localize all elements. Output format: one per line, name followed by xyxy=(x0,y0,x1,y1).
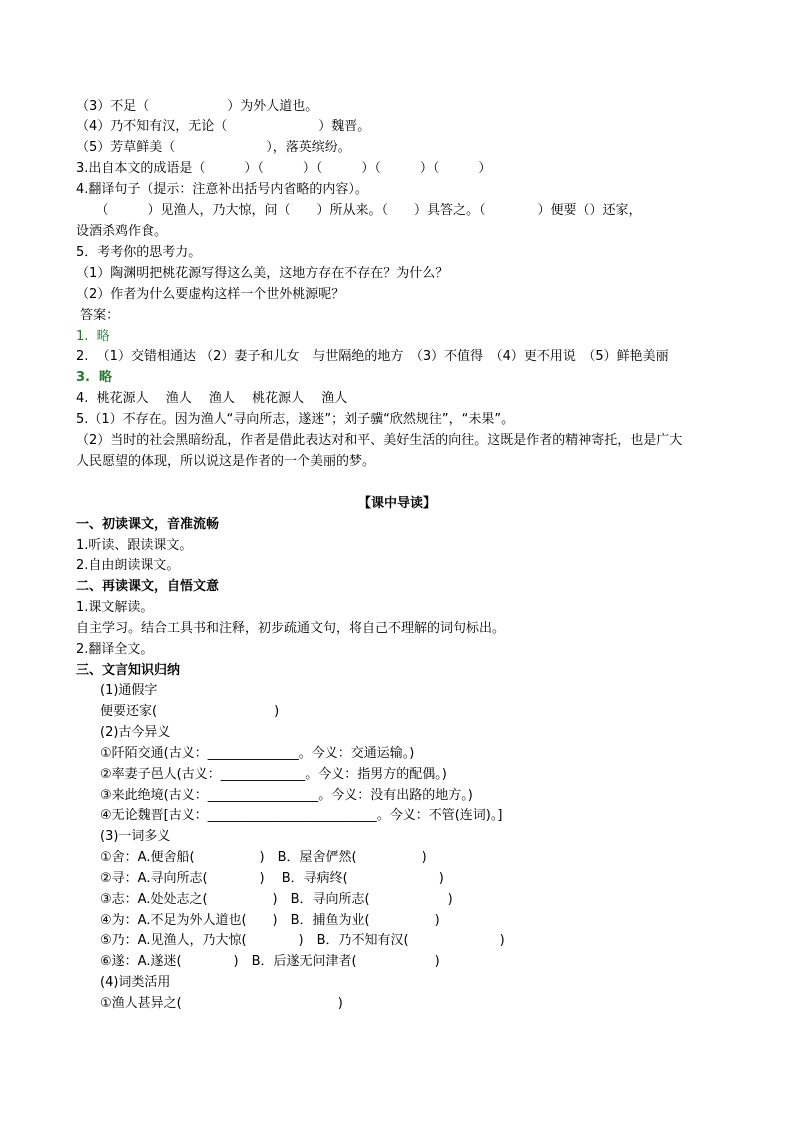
text-line: (2)古今异义 xyxy=(100,725,171,740)
text-line: (3)一词多义 xyxy=(100,829,171,844)
text-line: (1)通假字 xyxy=(100,683,158,698)
text-line: （1）陶渊明把桃花源写得这么美，这地方存在不存在？为什么？ xyxy=(76,266,449,281)
text-line: ⑤乃：A.见渔人，乃大惊( ) B．乃不知有汉( ) xyxy=(100,933,505,948)
text-line: 1. 略 xyxy=(76,329,110,344)
text-line: 3.出自本文的成语是（ ）（ ）（ ）（ ）（ ） xyxy=(76,161,492,176)
text-line: ②率妻子邑人(古义：_____________。今义：指男方的配偶。) xyxy=(100,767,447,782)
text-line: 5．考考你的思考力。 xyxy=(76,245,202,260)
text-line: 三、文言知识归纳 xyxy=(76,663,181,678)
text-line: 一、初读课文，音准流畅 xyxy=(76,517,220,532)
text-line: ①阡陌交通(古义：______________。今义：交通运输。) xyxy=(100,746,415,761)
text-line: 1.听读、跟读课文。 xyxy=(76,538,193,553)
text-line: ③志：A.处处志之( ) B．寻向所志( ) xyxy=(100,892,453,907)
text-line: 4. 桃花源人 渔人 渔人 桃花源人 渔人 xyxy=(76,391,348,406)
text-line: （4）乃不知有汉，无论（ ）魏晋。 xyxy=(76,119,371,134)
text-line: ①舍：A.便舍船( ) B．屋舍俨然( ) xyxy=(100,850,427,865)
text-line: ①渔人甚异之( ) xyxy=(100,996,343,1011)
section-title: 【课中导读】 xyxy=(357,496,436,511)
text-line: 二、再读课文，自悟文意 xyxy=(76,579,220,594)
text-line: 答案： xyxy=(76,308,120,323)
text-line: 3. 略 xyxy=(76,370,113,385)
text-line: 1.课文解读。 xyxy=(76,600,154,615)
text-line: ④无论魏晋[古义：__________________________。今义：不管(连词)。] xyxy=(100,808,503,823)
text-line: ④为：A.不足为外人道也( ) B．捕鱼为业( ) xyxy=(100,913,440,928)
text-line: ③来此绝境(古义：_________________。今义：没有出路的地方。) xyxy=(100,788,473,803)
text-line: 便要还家( ) xyxy=(100,704,280,719)
text-line: ②寻：A.寻向所志( ) B．寻病终( ) xyxy=(100,871,444,886)
text-line: 2.自由朗读课文。 xyxy=(76,558,180,573)
text-line: （ ）见渔人，乃大惊，问（ ）所从来。（ ）具答之。（ ）便要（）还家， xyxy=(76,203,642,218)
text-line: (4)词类活用 xyxy=(100,975,171,990)
text-line: 2. （1）交错相通达 （2）妻子和儿女 与世隔绝的地方 （3）不值得 （4）更不用说 （5）鲜艳美丽 xyxy=(76,349,669,364)
text-line: 5.（1）不存在。因为渔人“寻向所志，遂迷”；刘子骥“欣然规往”，“未果”。 xyxy=(76,412,515,427)
text-line: 自主学习。结合工具书和注释，初步疏通文句，将自己不理解的词句标出。 xyxy=(76,621,506,636)
text-line: ⑥遂：A.遂迷( ) B．后遂无问津者( ) xyxy=(100,954,440,969)
text-line: 4.翻译句子（提示：注意补出括号内省略的内容）。 xyxy=(76,182,368,197)
text-line: （5）芳草鲜美（ ），落英缤纷。 xyxy=(76,140,351,155)
text-line: （2）当时的社会黑暗纷乱，作者是借此表达对和平、美好生活的向往。这既是作者的精神寄托，也是广大 xyxy=(76,433,683,448)
text-line: 人民愿望的体现，所以说这是作者的一个美丽的梦。 xyxy=(76,454,376,469)
text-line: （2）作者为什么要虚构这样一个世外桃源呢？ xyxy=(76,287,345,302)
text-line: 设酒杀鸡作食。 xyxy=(76,224,168,239)
text-line: （3）不足（ ）为外人道也。 xyxy=(76,99,319,114)
text-line: 2.翻译全文。 xyxy=(76,642,154,657)
